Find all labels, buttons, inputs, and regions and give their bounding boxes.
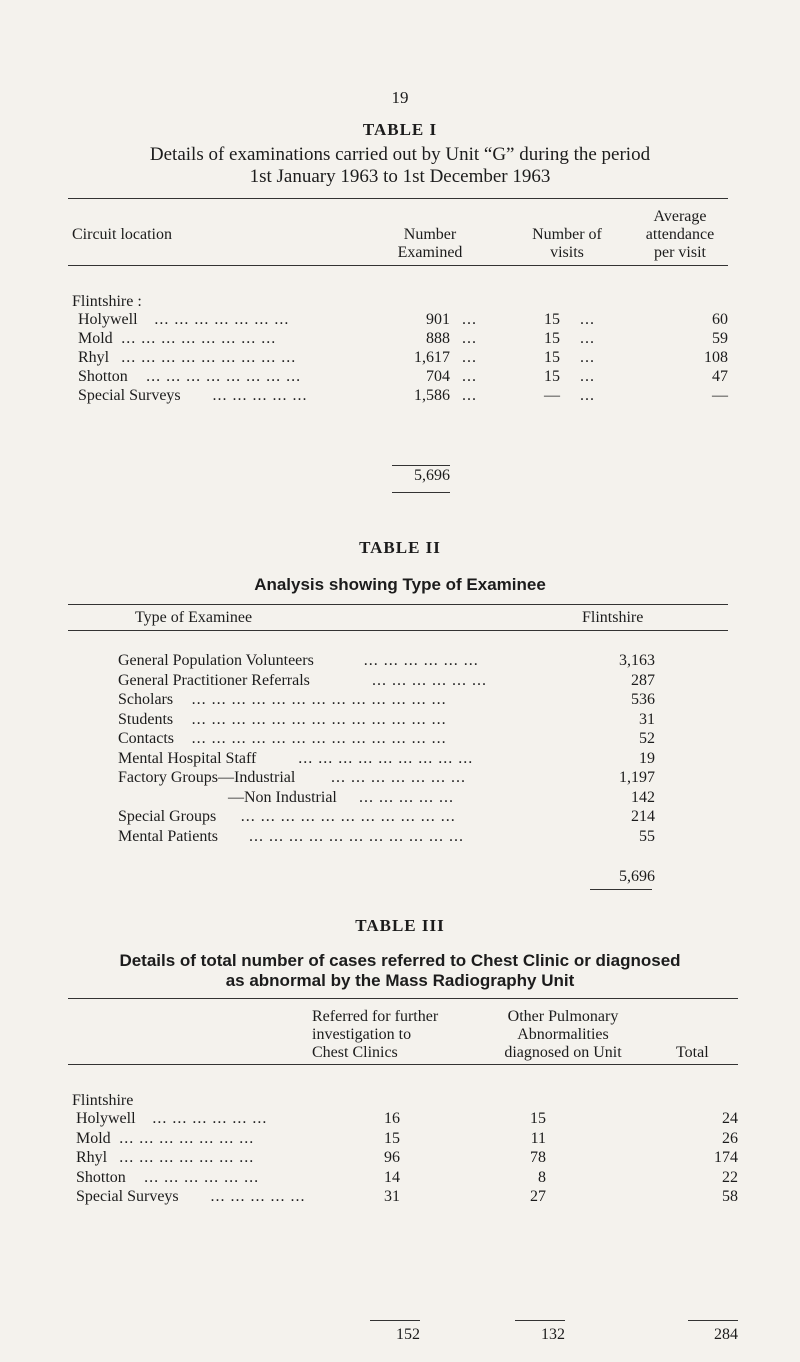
table1-row-dots-end: ... [580, 368, 595, 385]
table3-header-other-1: Other Pulmonary [507, 1008, 619, 1025]
page-number: 19 [391, 88, 409, 107]
table3-other-total-rule [515, 1320, 565, 1321]
table3-caption-line2: as abnormal by the Mass Radiography Unit [225, 971, 575, 990]
table2-row-label: General Practitioner Referrals [118, 671, 310, 689]
table2-row-label: Mental Hospital Staff [118, 749, 257, 767]
table3-row-other: 15 [530, 1110, 546, 1127]
table1-row-dots: ... ... ... ... ... ... ... ... [121, 330, 277, 347]
table1-row-label: Rhyl [78, 349, 110, 366]
table3-row-label: Mold [76, 1129, 111, 1147]
table2-row-dots: ... ... ... ... ... [359, 788, 454, 806]
table1-header-attend-3: per visit [654, 244, 706, 261]
table3-row-label: Shotton [76, 1168, 126, 1186]
table2-caption: Analysis showing Type of Examinee [254, 575, 546, 594]
table1-header-attend-1: Average [653, 208, 707, 225]
table3-group-label: Flintshire [72, 1092, 134, 1109]
table1-caption-line1: Details of examinations carried out by Unit “G” during the period [149, 144, 651, 165]
table2-row-label: Special Groups [118, 808, 217, 825]
table1-group-label: Flintshire : [72, 293, 142, 310]
table2-row-dots: ... ... ... ... ... ... ... ... ... [298, 749, 474, 767]
table1-caption-line2: 1st January 1963 to 1st December 1963 [249, 166, 551, 187]
table3-row-dots: ... ... ... ... ... [210, 1188, 306, 1205]
table1-row-visits: 15 [544, 330, 560, 347]
table1-total-underline [392, 492, 450, 493]
table2-total-underline [590, 889, 652, 890]
table3-row-total: 58 [722, 1188, 738, 1205]
table1-row-dots-end: ... [580, 311, 595, 328]
table3-row-total: 22 [722, 1168, 738, 1186]
table1-row-visits: — [544, 387, 560, 404]
table3-row-label: Holywell [76, 1110, 136, 1127]
table1-row-attendance: 108 [704, 349, 728, 366]
table1-row-examined: 1,617 [414, 349, 450, 366]
table1-row-attendance: 59 [712, 330, 728, 347]
table1-row-attendance: 60 [712, 311, 728, 328]
table3-header-referred-2: investigation to [312, 1026, 412, 1043]
table2-row-dots: ... ... ... ... ... ... ... ... ... ... ... [249, 827, 464, 845]
table3-row-referred: 15 [384, 1129, 400, 1147]
table3-title: TABLE III [355, 916, 445, 935]
table1-row-label: Shotton [78, 368, 128, 385]
table3-row-other: 8 [538, 1168, 546, 1186]
table2-row-dots: ... ... ... ... ... ... ... ... ... ... ... ... ... [191, 691, 447, 708]
table3-row-referred: 16 [384, 1110, 400, 1127]
table3-row-referred: 96 [384, 1149, 400, 1166]
table1-header-visits-2: visits [550, 244, 584, 261]
table2-row-dots: ... ... ... ... ... ... ... ... ... ... ... ... ... [191, 710, 447, 728]
table3-header-total: Total [676, 1044, 709, 1061]
table1-row-dots: ... ... ... ... ... ... ... [154, 311, 290, 328]
table3-row-total: 26 [722, 1129, 738, 1147]
table3-row-other: 11 [530, 1129, 546, 1147]
table3-row-referred: 14 [384, 1168, 400, 1186]
table2-row-label: General Population Volunteers [118, 652, 314, 669]
table1-row-dots-mid: ... [462, 330, 477, 347]
table2-header-rule [68, 630, 728, 631]
table1-header-examined-1: Number [403, 226, 457, 243]
table2-row-value: 55 [639, 827, 655, 845]
table3-row-dots: ... ... ... ... ... ... [144, 1168, 260, 1186]
table3-grand-total: 284 [714, 1326, 738, 1343]
table2-header-flintshire: Flintshire [582, 609, 644, 626]
table1-row-visits: 15 [544, 368, 560, 385]
table3-referred-total-rule [370, 1320, 420, 1321]
table1-row-dots-end: ... [580, 349, 595, 366]
table3-header-referred-3: Chest Clinics [312, 1044, 398, 1061]
table2-row-value: 214 [631, 808, 655, 825]
table1-row-dots: ... ... ... ... ... [212, 387, 308, 404]
table2-row-dots: ... ... ... ... ... ... [372, 671, 487, 689]
table3-row-dots: ... ... ... ... ... ... [152, 1110, 268, 1127]
table1-row-dots-end: ... [580, 387, 595, 404]
table1-top-rule [68, 198, 728, 199]
table2-row-label: Factory Groups—Industrial [118, 769, 296, 786]
table2-row-label: —Non Industrial [228, 788, 337, 806]
table2-total: 5,696 [619, 868, 655, 885]
table3-header-rule [68, 1064, 738, 1065]
table2-row-value: 3,163 [619, 652, 655, 669]
table2-row-value: 52 [639, 730, 655, 747]
table3-row-label: Rhyl [76, 1149, 108, 1166]
table1-row-dots-end: ... [580, 330, 595, 347]
table1-row-examined: 901 [426, 311, 450, 328]
table3-row-dots: ... ... ... ... ... ... ... [119, 1129, 255, 1147]
table3-row-label: Special Surveys [76, 1188, 179, 1205]
table3-other-total: 132 [541, 1326, 565, 1343]
table1-total-rule [392, 465, 450, 466]
table3-top-rule [68, 998, 738, 999]
table1-row-dots: ... ... ... ... ... ... ... ... ... [121, 349, 297, 366]
table3-caption-line1: Details of total number of cases referred to Chest Clinic or diagnosed [119, 951, 681, 970]
table3-row-dots: ... ... ... ... ... ... ... [119, 1149, 255, 1166]
table1-row-attendance: — [712, 387, 728, 404]
table3-header-other-2: Abnormalities [517, 1026, 609, 1043]
table2-row-dots: ... ... ... ... ... ... ... ... ... ... ... [240, 808, 456, 825]
table2-row-label: Scholars [118, 691, 174, 708]
table1-row-dots-mid: ... [462, 311, 477, 328]
table3-header-referred-1: Referred for further [312, 1008, 439, 1025]
table1-row-dots: ... ... ... ... ... ... ... ... [146, 368, 302, 385]
table1-header-rule [68, 265, 728, 266]
table1-row-examined: 704 [426, 368, 450, 385]
table2-row-value: 1,197 [619, 769, 655, 786]
table2-row-value: 31 [639, 710, 655, 728]
table1-row-dots-mid: ... [462, 349, 477, 366]
table1-row-dots-mid: ... [462, 387, 477, 404]
table1-title: TABLE I [362, 120, 438, 139]
table1-row-label: Holywell [78, 311, 138, 328]
table3-row-other: 27 [530, 1188, 546, 1205]
table1-header-attend-2: attendance [645, 226, 715, 243]
table2-title: TABLE II [359, 538, 441, 557]
table2-row-dots: ... ... ... ... ... ... ... ... ... ... ... ... ... [191, 730, 447, 747]
table1-row-examined: 1,586 [414, 387, 450, 404]
table1-row-label: Special Surveys [78, 387, 181, 404]
table3-row-total: 174 [714, 1149, 738, 1166]
table3-grand-total-rule [688, 1320, 738, 1321]
table2-row-label: Students [118, 710, 174, 728]
table1-row-visits: 15 [544, 349, 560, 366]
table1-row-examined: 888 [426, 330, 450, 347]
table3-row-total: 24 [722, 1110, 738, 1127]
table2-row-value: 287 [631, 671, 655, 689]
table2-top-rule [68, 604, 728, 605]
table1-header-visits-1: Number of [532, 226, 602, 243]
table3-referred-total: 152 [396, 1326, 420, 1343]
table2-row-value: 142 [631, 788, 655, 806]
table2-row-dots: ... ... ... ... ... ... [363, 652, 479, 669]
table2-row-label: Contacts [118, 730, 174, 747]
table2-row-value: 536 [631, 691, 655, 708]
table2-row-label: Mental Patients [118, 827, 218, 845]
table2-row-value: 19 [639, 749, 655, 767]
table3-header-other-3: diagnosed on Unit [504, 1044, 622, 1061]
table1-total-examined: 5,696 [414, 467, 450, 484]
table1-row-visits: 15 [544, 311, 560, 328]
table1-header-examined-2: Examined [397, 244, 463, 261]
table1-header-location: Circuit location [72, 226, 172, 243]
table1-row-dots-mid: ... [462, 368, 477, 385]
table2-row-dots: ... ... ... ... ... ... ... [331, 769, 466, 786]
table3-row-referred: 31 [384, 1188, 400, 1205]
table1-row-label: Mold [78, 330, 113, 347]
table1-row-attendance: 47 [712, 368, 728, 385]
table2-header-type: Type of Examinee [135, 609, 253, 626]
table3-row-other: 78 [530, 1149, 546, 1166]
